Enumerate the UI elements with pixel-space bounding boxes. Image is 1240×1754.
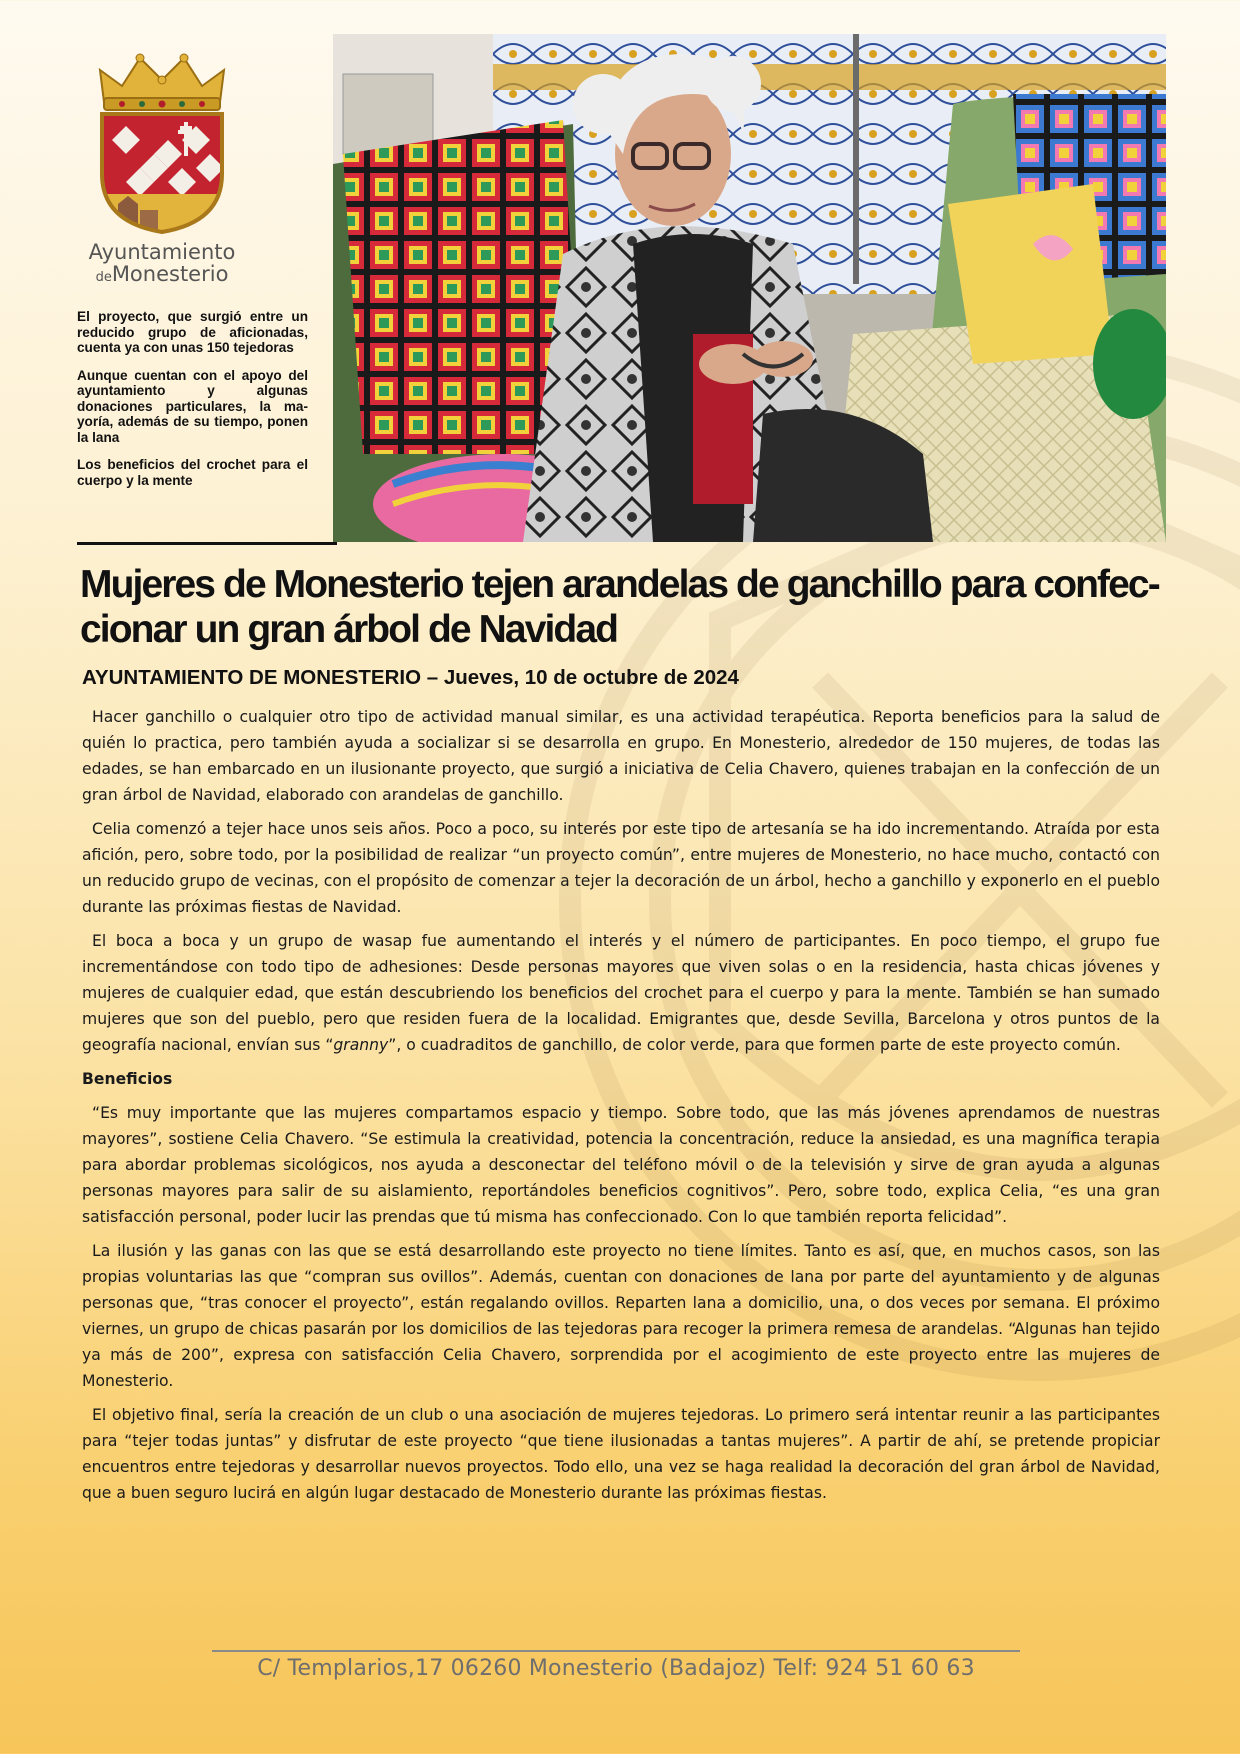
- highlights-sidebar: [77, 309, 308, 500]
- article-paragraph: El objetivo final, sería la creación de un club o una asociación de mujeres tejedoras. Lo primero será intentar reunir a las participantes para “tejer todas juntas” y disfrutar de este proyecto “que tiene ilusionadas a tantas mujeres”. A partir de ahí, se pretende propiciar encuentros entre tejedoras y desarrollar nuevos proyectos. Todo ello, una vez se haga realidad la decoración del gran árbol de Navidad, que a buen seguro lucirá en algún lugar destacado de Monesterio durante las próximas fiestas.: [82, 1406, 1160, 1502]
- article-paragraph: La ilusión y las ganas con las que se está desarrollando este proyecto no tiene límites. Tanto es así, que, en muchos casos, son las propias voluntarias las que “compran sus ovillos”. Además, cuentan con donaciones de lana por parte del ayuntamiento y de algunas personas que, “tras conocer el proyecto”, están regalando ovillos. Reparten lana a domicilio, una, o dos veces por semana. El próximo viernes, un grupo de chicas pasarán por los domicilios de las tejedoras para recoger la primera remesa de arandelas. “Algunas han tejido ya más de 200”, expresa con satisfacción Celia Chavero, sorprendida por el acogimiento de este proyecto entre las mujeres de Monesterio.: [82, 1242, 1160, 1390]
- article-photo: [333, 34, 1166, 542]
- photo-woman-crocheting: [333, 34, 1166, 542]
- highlight-item: Aunque cuentan con el apoyo del ayuntamiento y algunas donaciones particulares, la mayoría, además de su tiempo, ponen la lana: [77, 367, 308, 445]
- highlight-item: El proyecto, que surgió entre un reducido grupo de aficionadas, cuenta ya con unas 150 tejedoras: [77, 309, 308, 355]
- article-headline: Mujeres de Monesterio tejen arandelas de ganchillo para confeccionar un gran árbol de Navidad: [80, 563, 1161, 651]
- logo-label-line1: Ayuntamiento: [88, 240, 236, 264]
- article-paragraph: “Es muy importante que las mujeres compartamos espacio y tiempo. Sobre todo, que las más jóvenes aprendamos de nuestras mayores”, sostiene Celia Chavero. “Se estimula la creatividad, potencia la concentración, reduce la ansiedad, es una magnífica terapia para abordar problemas sicológicos, nos ayuda a desconectar del teléfono móvil o de la televisión y sirve de gran ayuda a algunas personas mayores para salir de su aislamiento, reportándoles beneficios cognitivos”. Pero, sobre todo, explica Celia, “es una gran satisfacción personal, poder lucir las prendas que tú misma has confeccionado. Con lo que también reporta felicidad”.: [82, 1104, 1160, 1226]
- article-paragraph: [82, 928, 1160, 1058]
- article-body: [82, 704, 1160, 1514]
- paragraph-emphasis: granny: [333, 1036, 389, 1054]
- logo-label-line2: [82, 262, 242, 286]
- article-paragraph: Celia comenzó a tejer hace unos seis años. Poco a poco, su interés por este tipo de artesanía se ha ido incrementando. Atraída por esta afición, pero, sobre todo, por la posibilidad de realizar “un proyecto común”, entre mujeres de Monesterio, no hace mucho, contactó con un reducido grupo de vecinas, con el propósito de comenzar a tejer la decoración de un árbol, hecho a ganchillo y exponerlo en el pueblo durante las próximas fiestas de Navidad.: [82, 820, 1160, 916]
- logo-label-name: Monesterio: [111, 262, 229, 286]
- sidebar-divider: [77, 542, 337, 545]
- article-byline: AYUNTAMIENTO DE MONESTERIO – Jueves, 10 de octubre de 2024: [82, 666, 739, 689]
- paragraph-text: El boca a boca y un grupo de wasap fue aumentando el interés y el número de participantes. En poco tiempo, el grupo fue incrementándose con todo tipo de adhesiones: Desde personas mayores que viven solas o en la residencia, hasta chicas jóvenes y mujeres de cualquier edad, que están descubriendo los beneficios del crochet para el cuerpo y para la mente. También se han sumado mujeres que son del pueblo, pero que residen fuera de la localidad. Emigrantes que, desde Sevilla, Barcelona y otros puntos de la geografía nacional, envían sus “: [82, 932, 1160, 1054]
- article-paragraph: Hacer ganchillo o cualquier otro tipo de actividad manual similar, es una actividad terapéutica. Reporta beneficios para la salud de quién lo practica, pero también ayuda a socializar si se desarrolla en grupo. En Monesterio, alrededor de 150 mujeres, de todas las edades, se han embarcado en un ilusionante proyecto, que surgió a iniciativa de Celia Chavero, quienes trabajan en la confección de un gran árbol de Navidad, elaborado con arandelas de ganchillo.: [82, 708, 1160, 804]
- crown-icon: [100, 54, 224, 110]
- logo-label-prefix: de: [95, 270, 112, 285]
- footer-divider: [212, 1650, 1020, 1652]
- section-subheading: Beneficios: [82, 1070, 173, 1088]
- paragraph-text: ”, o cuadraditos de ganchillo, de color verde, para que formen parte de este proyecto común.: [388, 1036, 1121, 1054]
- municipal-logo: [82, 44, 242, 284]
- footer-address: C/ Templarios,17 06260 Monesterio (Badajoz) Telf: 924 51 60 63: [257, 1656, 975, 1681]
- highlight-item: Los beneficios del crochet para el cuerpo y la mente: [77, 457, 308, 488]
- coat-of-arms-icon: [82, 44, 242, 234]
